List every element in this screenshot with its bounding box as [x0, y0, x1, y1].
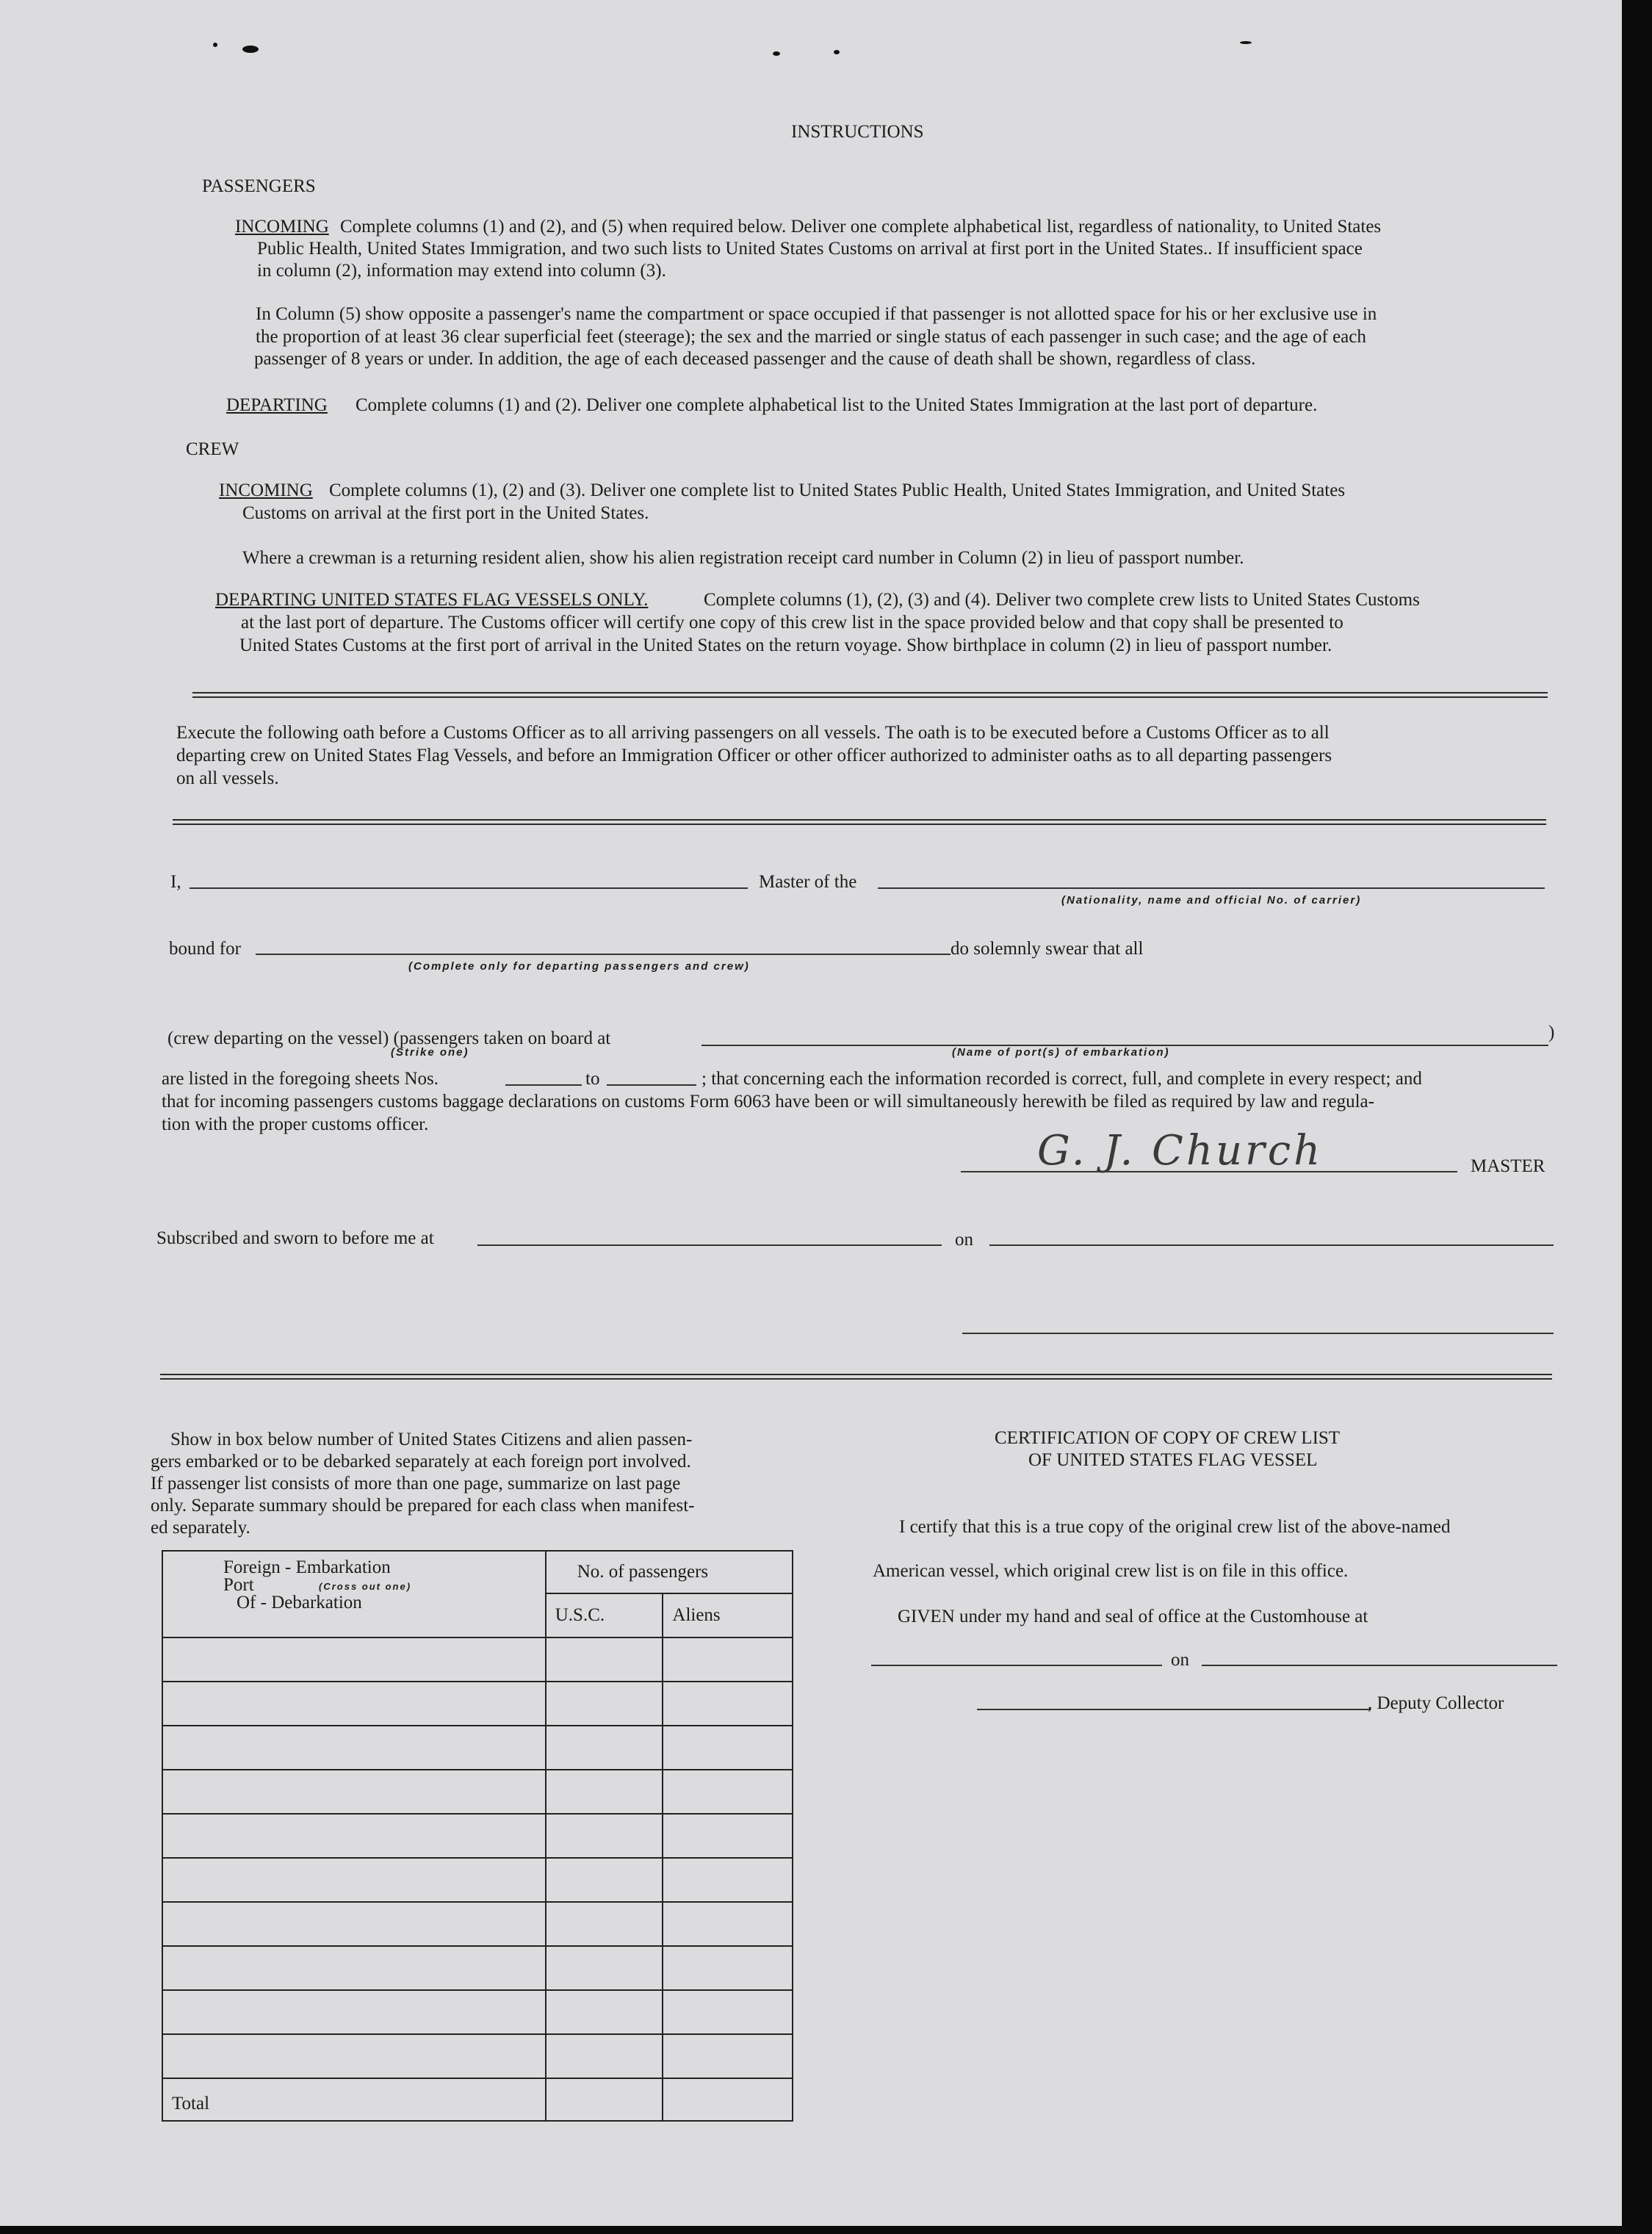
master-signature: G. J. Church [1037, 1127, 1324, 1175]
table-row [162, 1990, 793, 2034]
passengers-incoming-text: Public Health, United States Immigration, and two such lists to United States Customs on arrival at first port in the United States.. If insufficient space [257, 239, 1363, 259]
total-row [162, 2078, 793, 2121]
cross-out-caption: (Cross out one) [319, 1581, 412, 1592]
swear-label: do solemnly swear that all [951, 939, 1144, 959]
sworn-location-field[interactable] [477, 1244, 942, 1246]
table-row [162, 1902, 793, 1946]
usc-cell[interactable] [546, 1682, 663, 1726]
scan-speck [213, 43, 217, 47]
aliens-cell[interactable] [663, 1726, 793, 1770]
certification-text: American vessel, which original crew list is on file in this office. [873, 1561, 1349, 1581]
usc-cell[interactable] [546, 1990, 663, 2034]
table-row [162, 1946, 793, 1990]
aliens-cell[interactable] [663, 2034, 793, 2078]
usc-cell[interactable] [546, 1858, 663, 1902]
close-paren: ) [1548, 1023, 1555, 1042]
aliens-total-cell[interactable] [663, 2078, 793, 2121]
oath-instruction-text: departing crew on United States Flag Vessels, and before an Immigration Officer or other officer authorized to administer oaths as to all departing passengers [176, 746, 1332, 765]
port-cell[interactable] [162, 1990, 546, 2034]
certification-title: OF UNITED STATES FLAG VESSEL [1028, 1450, 1318, 1470]
scan-speck [773, 51, 780, 56]
port-cell[interactable] [162, 2034, 546, 2078]
passengers-column-header: No. of passengers [546, 1551, 793, 1593]
usc-cell[interactable] [546, 1637, 663, 1682]
officer-signature-field[interactable] [962, 1333, 1554, 1334]
port-cell[interactable] [162, 1858, 546, 1902]
customhouse-field[interactable] [871, 1665, 1162, 1666]
summary-text: only. Separate summary should be prepared for each class when manifest- [151, 1496, 695, 1516]
aliens-cell[interactable] [663, 1770, 793, 1814]
summary-text: gers embarked or to be debarked separately at each foreign port involved. [151, 1452, 691, 1471]
table-row [162, 1814, 793, 1858]
passenger-summary-table [162, 1550, 793, 2122]
summary-text: If passenger list consists of more than one page, summarize on last page [151, 1474, 681, 1493]
passengers-incoming-label: INCOMING [235, 217, 329, 237]
port-column-header [162, 1551, 546, 1637]
oath-instruction-text: Execute the following oath before a Customs Officer as to all arriving passengers on all vessels. The oath is to be executed before a Customs Officer as to all [176, 723, 1330, 743]
deputy-collector-label: , Deputy Collector [1368, 1693, 1504, 1713]
port-cell[interactable] [162, 1726, 546, 1770]
port-cell[interactable] [162, 1637, 546, 1682]
master-name-field[interactable] [190, 887, 748, 889]
certification-text: GIVEN under my hand and seal of office at the Customhouse at [898, 1607, 1368, 1626]
oath-i-label: I, [170, 872, 181, 892]
passengers-departing-text: Complete columns (1) and (2). Deliver one complete alphabetical list to the United States Immigration at the last port of departure. [356, 395, 1318, 415]
aliens-cell[interactable] [663, 1682, 793, 1726]
listed-text: tion with the proper customs officer. [162, 1114, 429, 1134]
table-row [162, 1770, 793, 1814]
port-cell[interactable] [162, 1814, 546, 1858]
oath-instruction-text: on all vessels. [176, 768, 279, 788]
port-cell[interactable] [162, 1902, 546, 1946]
subscribed-label: Subscribed and sworn to before me at [156, 1228, 434, 1248]
column5-text: passenger of 8 years or under. In addition, the age of each deceased passenger and the cause of death shall be shown, regardless of class. [254, 349, 1256, 369]
usc-column-header: U.S.C. [546, 1593, 663, 1637]
scan-speck [242, 46, 259, 53]
table-row [162, 2034, 793, 2078]
carrier-field[interactable] [878, 887, 1545, 889]
sworn-on-label: on [955, 1230, 973, 1250]
aliens-cell[interactable] [663, 1858, 793, 1902]
usc-cell[interactable] [546, 1946, 663, 1990]
nationality-caption: (Nationality, name and official No. of carrier) [1061, 894, 1362, 907]
sheet-from-field[interactable] [505, 1084, 582, 1086]
deputy-collector-field[interactable] [977, 1709, 1371, 1710]
aliens-cell[interactable] [663, 1637, 793, 1682]
port-header-line: Of - Debarkation [237, 1593, 362, 1613]
aliens-cell[interactable] [663, 1814, 793, 1858]
table-row [162, 1726, 793, 1770]
aliens-cell[interactable] [663, 1990, 793, 2034]
crew-departing-text: at the last port of departure. The Customs officer will certify one copy of this crew list in the space provided below and that copy shall be presented to [241, 613, 1343, 633]
usc-cell[interactable] [546, 1770, 663, 1814]
aliens-cell[interactable] [663, 1902, 793, 1946]
certification-on-label: on [1171, 1650, 1189, 1670]
total-label: Total [162, 2078, 546, 2121]
listed-to-label: to [585, 1069, 600, 1089]
sworn-date-field[interactable] [989, 1244, 1554, 1246]
crew-resident-text: Where a crewman is a returning resident alien, show his alien registration receipt card number in Column (2) in lieu of passport number. [242, 548, 1244, 568]
passengers-heading: PASSENGERS [202, 176, 316, 196]
bound-for-label: bound for [169, 939, 241, 959]
passengers-incoming-text: in column (2), information may extend into column (3). [257, 261, 666, 281]
usc-cell[interactable] [546, 1902, 663, 1946]
usc-cell[interactable] [546, 1814, 663, 1858]
usc-cell[interactable] [546, 2034, 663, 2078]
table-row [162, 1682, 793, 1726]
port-cell[interactable] [162, 1682, 546, 1726]
passengers-incoming-text: Complete columns (1) and (2), and (5) when required below. Deliver one complete alphabetical list, regardless of nationality, to United States [340, 217, 1382, 237]
sheet-to-field[interactable] [607, 1084, 696, 1086]
column5-text: the proportion of at least 36 clear superficial feet (steerage); the sex and the married or single status of each passenger in such case; and the age of each [256, 327, 1366, 347]
bound-for-field[interactable] [256, 954, 951, 955]
column5-text: In Column (5) show opposite a passenger's name the compartment or space occupied if that passenger is not allotted space for his or her exclusive use in [256, 304, 1377, 324]
certification-title: CERTIFICATION OF COPY OF CREW LIST [995, 1428, 1341, 1448]
master-of-label: Master of the [759, 872, 857, 892]
aliens-column-header: Aliens [663, 1593, 793, 1637]
listed-text: that for incoming passengers customs baggage declarations on customs Form 6063 have been or will simultaneously herewith be filed as required by law and regula- [162, 1092, 1374, 1111]
table-row [162, 1637, 793, 1682]
summary-text: Show in box below number of United States Citizens and alien passen- [170, 1430, 693, 1449]
usc-cell[interactable] [546, 1726, 663, 1770]
port-cell[interactable] [162, 1946, 546, 1990]
crew-departing-label: DEPARTING UNITED STATES FLAG VESSELS ONLY. [215, 590, 649, 610]
scan-speck [1240, 41, 1252, 44]
master-label: MASTER [1471, 1156, 1545, 1176]
usc-total-cell[interactable] [546, 2078, 663, 2121]
port-cell[interactable] [162, 1770, 546, 1814]
certification-text: I certify that this is a true copy of the original crew list of the above-named [899, 1517, 1451, 1537]
crew-departing-clause: (crew departing on the vessel) (passengers taken on board at [167, 1028, 611, 1048]
ports-caption: (Name of port(s) of embarkation) [952, 1046, 1170, 1059]
section-divider [173, 819, 1546, 825]
crew-incoming-text: Complete columns (1), (2) and (3). Deliver one complete list to United States Public Health, United States Immigration, and United States [329, 480, 1346, 500]
strike-caption: (Strike one) [391, 1046, 469, 1059]
crew-incoming-label: INCOMING [219, 480, 313, 500]
crew-departing-text: United States Customs at the first port of arrival in the United States on the return voyage. Show birthplace in column (2) in lieu of passport number. [239, 635, 1332, 655]
crew-incoming-text: Customs on arrival at the first port in the United States. [242, 503, 649, 523]
complete-caption: (Complete only for departing passengers and crew) [408, 960, 750, 973]
certification-date-field[interactable] [1202, 1665, 1557, 1666]
aliens-cell[interactable] [663, 1946, 793, 1990]
summary-text: ed separately. [151, 1518, 250, 1538]
listed-text: ; that concerning each the information recorded is correct, full, and complete in every respect; and [701, 1069, 1422, 1089]
crew-departing-text: Complete columns (1), (2), (3) and (4). Deliver two complete crew lists to United States Customs [704, 590, 1420, 610]
table-row [162, 1858, 793, 1902]
port-header-line: Foreign - Embarkation [223, 1557, 391, 1577]
section-divider [160, 1374, 1552, 1380]
passengers-departing-label: DEPARTING [226, 395, 328, 415]
port-header-line: Port [223, 1575, 254, 1595]
scan-speck [834, 50, 840, 54]
crew-heading: CREW [186, 439, 239, 459]
listed-text: are listed in the foregoing sheets Nos. [162, 1069, 439, 1089]
section-divider [192, 692, 1548, 698]
instructions-title: INSTRUCTIONS [791, 122, 924, 142]
